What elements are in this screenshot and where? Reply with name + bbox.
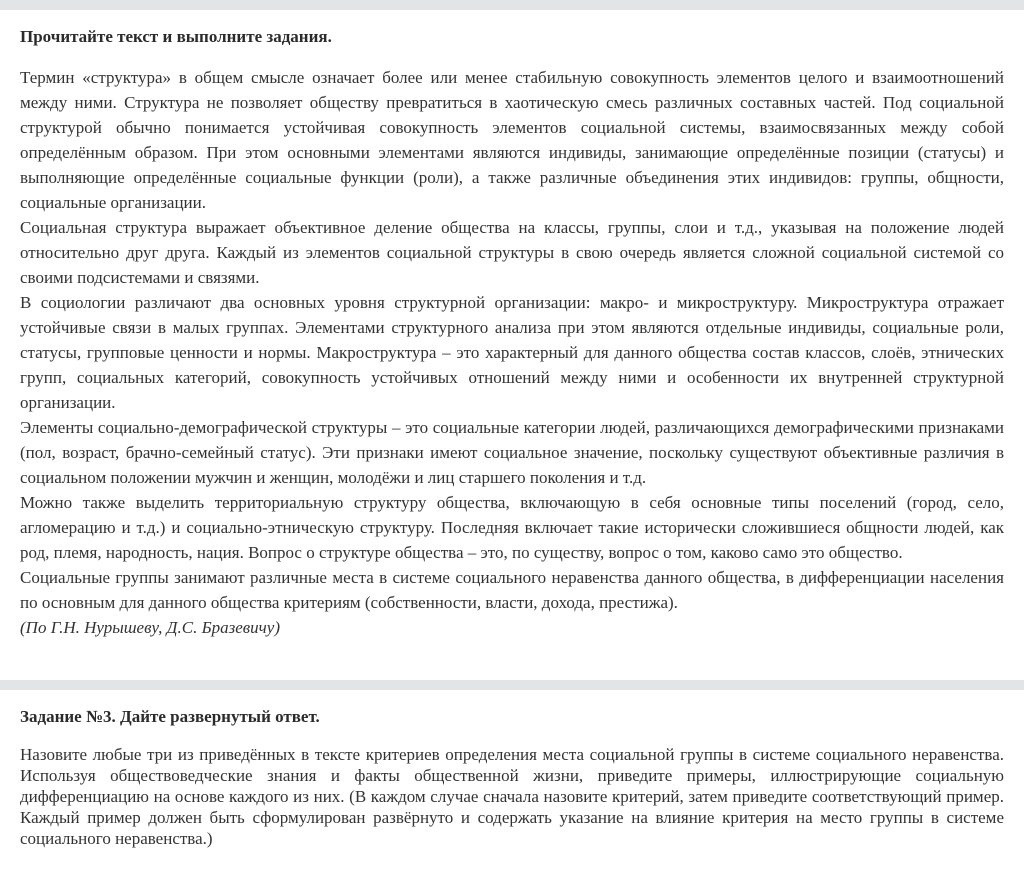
reading-paragraph-2: Социальная структура выражает объективное деление общества на классы, группы, слои и т.д., указывая на положение людей относительно друг друга. Каждый из элементов социальной структуры в свою очередь является сложной социальной системой со своими подсистемами и связями. bbox=[20, 218, 1004, 287]
reading-paragraph-4: Элементы социально-демографической структуры – это социальные категории людей, различающихся демографическими признаками (пол, возраст, брачно-семейный статус). Эти признаки имеют социальное значение, поскольку существуют объективные различия в социальном положении мужчин и женщин, молодёжи и лиц старшего поколения и т.д. bbox=[20, 418, 1004, 487]
reading-text bbox=[20, 65, 1004, 640]
reading-paragraph-5: Можно также выделить территориальную структуру общества, включающую в себя основные типы поселений (город, село, агломерацию и т.д.) и социально-этническую структуру. Последняя включает такие исторически сложившиеся общности людей, как род, племя, народность, нация. Вопрос о структуре общества – это, по существу, вопрос о том, каково само это общество. bbox=[20, 493, 1004, 562]
reading-paragraph-1: Термин «структура» в общем смысле означает более или менее стабильную совокупность элементов целого и взаимоотношений между ними. Структура не позволяет обществу превратиться в хаотическую смесь различных составных частей. Под социальной структурой обычно понимается устойчивая совокупность элементов социальной системы, взаимосвязанных между собой определённым образом. При этом основными элементами являются индивиды, занимающие определённые позиции (статусы) и выполняющие определённые социальные функции (роли), а также различные объединения этих индивидов: группы, общности, социальные организации. bbox=[20, 68, 1004, 212]
reading-paragraph-3: В социологии различают два основных уровня структурной организации: макро- и микроструктуру. Микроструктура отражает устойчивые связи в малых группах. Элементами структурного анализа при этом являются отдельные индивиды, социальные роли, статусы, групповые ценности и нормы. Макроструктура – это характерный для данного общества состав классов, слоёв, этнических групп, социальных категорий, совокупность устойчивых отношений между ними и особенности их внутренней структурной организации. bbox=[20, 293, 1004, 412]
reading-heading: Прочитайте текст и выполните задания. bbox=[20, 27, 332, 46]
reading-card bbox=[0, 10, 1024, 680]
task-text: Назовите любые три из приведённых в тексте критериев определения места социальной группы в системе социального неравенства. Используя обществоведческие знания и факты общественной жизни, приведите примеры, иллюстрирующие социальную дифференциацию на основе каждого из них. (В каждом случае сначала назовите критерий, затем приведите соответствующий пример. Каждый пример должен быть сформулирован развёрнуто и содержать указание на влияние критерия на место группы в системе социального неравенства.) bbox=[20, 745, 1004, 848]
task-heading: Задание №3. Дайте развернутый ответ. bbox=[20, 707, 320, 726]
reading-paragraph-6: Социальные группы занимают различные места в системе социального неравенства данного общества, в дифференциации населения по основным для данного общества критериям (собственности, власти, дохода, престижа). bbox=[20, 568, 1004, 612]
reading-source: (По Г.Н. Нурышеву, Д.С. Бразевичу) bbox=[20, 618, 280, 637]
task-card bbox=[0, 690, 1024, 883]
